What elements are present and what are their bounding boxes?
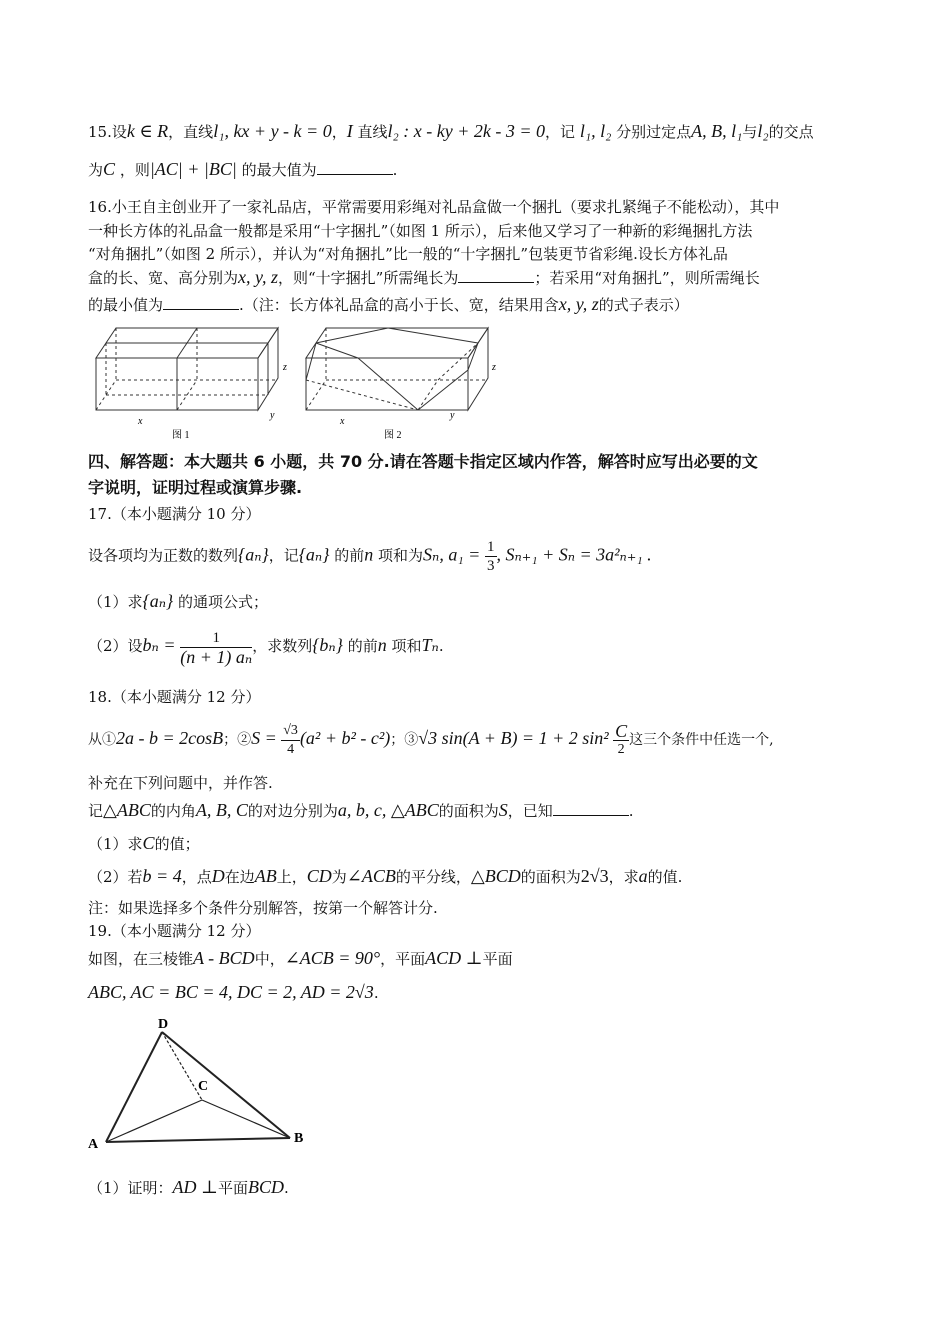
q18-text: 记: [88, 802, 104, 820]
q19-text: 平面: [217, 1179, 248, 1197]
q17-text: ，记: [268, 546, 299, 565]
q17-math: n: [364, 544, 374, 565]
q15-text: 直线: [357, 123, 388, 141]
q17-text: 项和为: [378, 546, 424, 565]
fig1-label-x: x: [138, 416, 143, 427]
line-l2-equation: l₂ : x - ky + 2k - 3 = 0: [387, 121, 546, 141]
vertex-C: C: [198, 1079, 209, 1094]
q16-text: 的式子表示）: [598, 296, 689, 314]
figure-1-box: [96, 328, 278, 410]
q15-text: 分别过定点: [616, 123, 692, 141]
q17-math: {aₙ}: [238, 544, 269, 565]
q15-math: |AC| + |BC|: [149, 159, 237, 179]
q17-text: 项和: [391, 637, 422, 655]
q17-part2: [88, 628, 868, 666]
q18-text: 的值.: [647, 868, 683, 886]
q19-text: 中，: [254, 950, 285, 968]
q18-math: a, b, c, △ABC: [337, 800, 439, 820]
q16-line4: [88, 266, 868, 289]
q15-line1: [88, 120, 868, 143]
q18-math: CD: [306, 866, 332, 886]
q18-title: 18.（本小题满分 12 分）: [88, 688, 261, 706]
q18-text: 的对边分别为: [247, 802, 338, 820]
q16-text: ；若采用“对角捆扎”，则所需绳长: [534, 269, 760, 287]
q19-text: （1）证明：: [88, 1179, 173, 1197]
q19-line2: [88, 981, 868, 1004]
q18-text: 上，: [276, 868, 307, 886]
q15-math: A, B, l₁: [691, 121, 743, 141]
q19-text: .: [283, 1179, 289, 1197]
frac-den: 2: [617, 741, 625, 757]
q15-math: l₁, l₂: [579, 121, 612, 141]
line-l1-equation: l₁, kx + y - k = 0: [213, 121, 332, 141]
q18-math: S: [498, 800, 508, 820]
q17-text: 的前: [334, 546, 365, 565]
fig1-label-y: y: [270, 410, 275, 421]
q17-text: 的前: [347, 637, 378, 655]
q16-line2: 一种长方体的礼品盒一般都是采用“十字捆扎”（如图 1 所示），后来他又学习了一种新的彩绳捆扎方法: [88, 222, 753, 240]
q18-text: ；③: [390, 732, 419, 748]
fig2-caption: 图 2: [384, 430, 402, 441]
q17-text: 的通项公式；: [178, 593, 269, 611]
q16-text: .（注：长方体礼品盒的高小于长、宽，结果用含: [239, 296, 559, 314]
q18-math: AB: [254, 866, 277, 886]
q17-statement: [88, 538, 868, 575]
frac-num: 1: [180, 629, 252, 648]
q18-text: 的值；: [154, 835, 200, 853]
q16-text: 的最小值为: [88, 296, 164, 314]
section-4-heading-line2: 字说明，证明过程或演算步骤.: [88, 478, 303, 497]
q17-math: n: [377, 635, 387, 655]
q17-math: Sₙ, a₁ =: [423, 544, 481, 565]
q17-math: {aₙ}: [298, 544, 330, 565]
q18-text: 的平分线，: [395, 868, 471, 886]
q19-math: A - BCD: [193, 948, 255, 968]
q17-text: 设各项均为正数的数列: [88, 546, 239, 565]
edge-AB: [106, 1138, 290, 1142]
fraction-one-third: [485, 538, 497, 575]
edge-CB: [202, 1100, 290, 1138]
q18-text: ，已知: [507, 802, 553, 820]
frac-den: (n + 1) aₙ: [180, 646, 253, 667]
q18-text: 的内角: [150, 802, 196, 820]
q17-math: {bₙ}: [312, 635, 343, 655]
q19-math: ABC, AC = BC = 4, DC = 2, AD = 2√3: [88, 982, 374, 1002]
q16-math: x, y, z: [558, 294, 599, 314]
edge-DB: [162, 1032, 290, 1138]
q18-text: 的面积为: [520, 868, 581, 886]
fig2-label-y: y: [450, 410, 455, 421]
q18-line2: 补充在下列问题中，并作答.: [88, 774, 273, 792]
fig1-caption: 图 1: [172, 430, 190, 441]
q18-line3: [88, 799, 868, 822]
q15-text: ，直线: [168, 123, 214, 141]
answer-blank: [458, 268, 534, 283]
q18-conditions: [88, 720, 868, 759]
q16-line1: 16.小王自主创业开了一家礼品店，平常需要用彩绳对礼品盒做一个捆扎（要求扎紧绳子不能松动），其中: [88, 198, 780, 216]
q16-text: ，则“十字捆扎”所需绳长为: [278, 269, 459, 287]
edge-DC: [162, 1032, 202, 1100]
q19-title: 19.（本小题满分 12 分）: [88, 922, 261, 940]
q17-text: .: [438, 637, 444, 655]
q18-math: ∠ACB: [346, 866, 396, 886]
vertex-D: D: [158, 1017, 169, 1032]
edge-AD: [106, 1032, 162, 1142]
q15-line2: [88, 158, 868, 181]
q18-math: △ABC: [103, 800, 151, 820]
q16-math: x, y, z: [238, 267, 279, 287]
frac-num: 1: [487, 539, 495, 555]
q19-math: ∠ACB = 90°: [284, 948, 381, 968]
q18-text: 这三个条件中任选一个,: [629, 732, 774, 748]
q18-text: 在边: [224, 868, 255, 886]
q18-text: 从①: [88, 732, 116, 748]
fig1-label-z: z: [283, 362, 287, 373]
q18-math: b = 4: [142, 866, 182, 886]
q15-text: ，: [331, 123, 347, 141]
q18-part1: [88, 832, 868, 855]
q19-math: BCD: [247, 1177, 284, 1197]
q19-line1: [88, 947, 868, 970]
q18-text: 为: [331, 868, 347, 886]
vertex-B: B: [294, 1131, 304, 1146]
frac-den: 3: [487, 558, 495, 574]
q15-text: 为: [88, 161, 104, 179]
q19-text: ，平面: [380, 950, 426, 968]
fraction-sqrt3-4: [281, 722, 300, 759]
q16-line5: [88, 293, 868, 316]
frac-num: √3: [281, 722, 300, 741]
q16-text: 盒的长、宽、高分别为: [88, 269, 239, 287]
q15-math: C: [103, 159, 116, 179]
edge-AC: [106, 1100, 202, 1142]
q17-text: （2）设: [88, 637, 143, 655]
q17-text: ，求数列: [252, 637, 313, 655]
q18-math: △BCD: [470, 866, 521, 886]
condition-2-expr: (a² + b² - c²): [299, 728, 391, 748]
q18-text: ，求: [608, 868, 639, 886]
q18-text: .: [628, 802, 634, 820]
fraction-bn: [180, 629, 252, 666]
fig2-label-z: z: [492, 362, 496, 373]
q15-text: ，则: [119, 161, 150, 179]
q18-math: A, B, C: [195, 800, 248, 820]
figure-2-box: [306, 328, 488, 410]
box-figures: [88, 320, 508, 444]
q17-math: Tₙ: [421, 635, 439, 655]
q18-text: 的面积为: [438, 802, 499, 820]
answer-blank: [553, 801, 629, 816]
q18-math: 2√3: [580, 866, 609, 886]
q19-text: .: [373, 984, 379, 1002]
vertex-A: A: [88, 1137, 99, 1152]
q18-math: a: [638, 866, 648, 886]
q15-math: l₂: [757, 121, 769, 141]
q17-part1: [88, 590, 868, 613]
q15-text: 的最大值为: [241, 161, 317, 179]
section-4-heading-line1: 四、解答题：本大题共 6 小题，共 70 分.请在答题卡指定区域内作答，解答时应写出必要的文: [88, 452, 758, 471]
condition-1: 2a - b = 2cosB: [116, 728, 224, 748]
fig2-label-x: x: [340, 416, 345, 427]
q19-math: ACD ⊥: [425, 948, 483, 968]
q15-text: ，记: [545, 123, 576, 141]
q18-text: ；②: [223, 732, 252, 748]
q15-text: 15.设: [88, 123, 127, 141]
q17-math: {aₙ}: [142, 591, 174, 611]
q19-math: AD ⊥: [172, 1177, 218, 1197]
fraction-c-2: [613, 722, 629, 759]
q18-math: C: [142, 833, 155, 853]
q17-title: 17.（本小题满分 10 分）: [88, 505, 261, 523]
q19-text: 平面: [482, 950, 513, 968]
q18-text: ，点: [181, 868, 212, 886]
q15-text: 与: [742, 123, 758, 141]
frac-num: C: [615, 720, 628, 741]
q15-math: k ∈ R: [126, 121, 169, 141]
condition-2: S =: [251, 728, 277, 748]
q15-text: .: [392, 161, 398, 179]
answer-blank: [317, 160, 393, 175]
q19-text: 如图，在三棱锥: [88, 950, 194, 968]
q19-part1: [88, 1176, 868, 1199]
condition-3: √3 sin(A + B) = 1 + 2 sin²: [418, 728, 609, 748]
tetrahedron-figure: [84, 1012, 324, 1162]
q17-text: （1）求: [88, 593, 143, 611]
q18-part2: [88, 865, 868, 888]
q17-math: bₙ =: [142, 635, 176, 655]
q18-text: （1）求: [88, 835, 143, 853]
frac-den: 4: [287, 741, 295, 757]
q16-line3: “对角捆扎”（如图 2 所示），并认为“对角捆扎”比一般的“十字捆扎”包装更节省彩绳.设长方体礼品: [88, 245, 728, 263]
q18-text: （2）若: [88, 868, 143, 886]
q15-math: I: [346, 121, 353, 141]
q15-text: 的交点: [768, 123, 814, 141]
answer-blank: [163, 295, 239, 310]
q18-math: D: [211, 866, 225, 886]
q18-note: 注：如果选择多个条件分别解答，按第一个解答计分.: [88, 899, 438, 917]
q17-math: , Sₙ₊₁ + Sₙ = 3a²ₙ₊₁ .: [496, 544, 652, 565]
